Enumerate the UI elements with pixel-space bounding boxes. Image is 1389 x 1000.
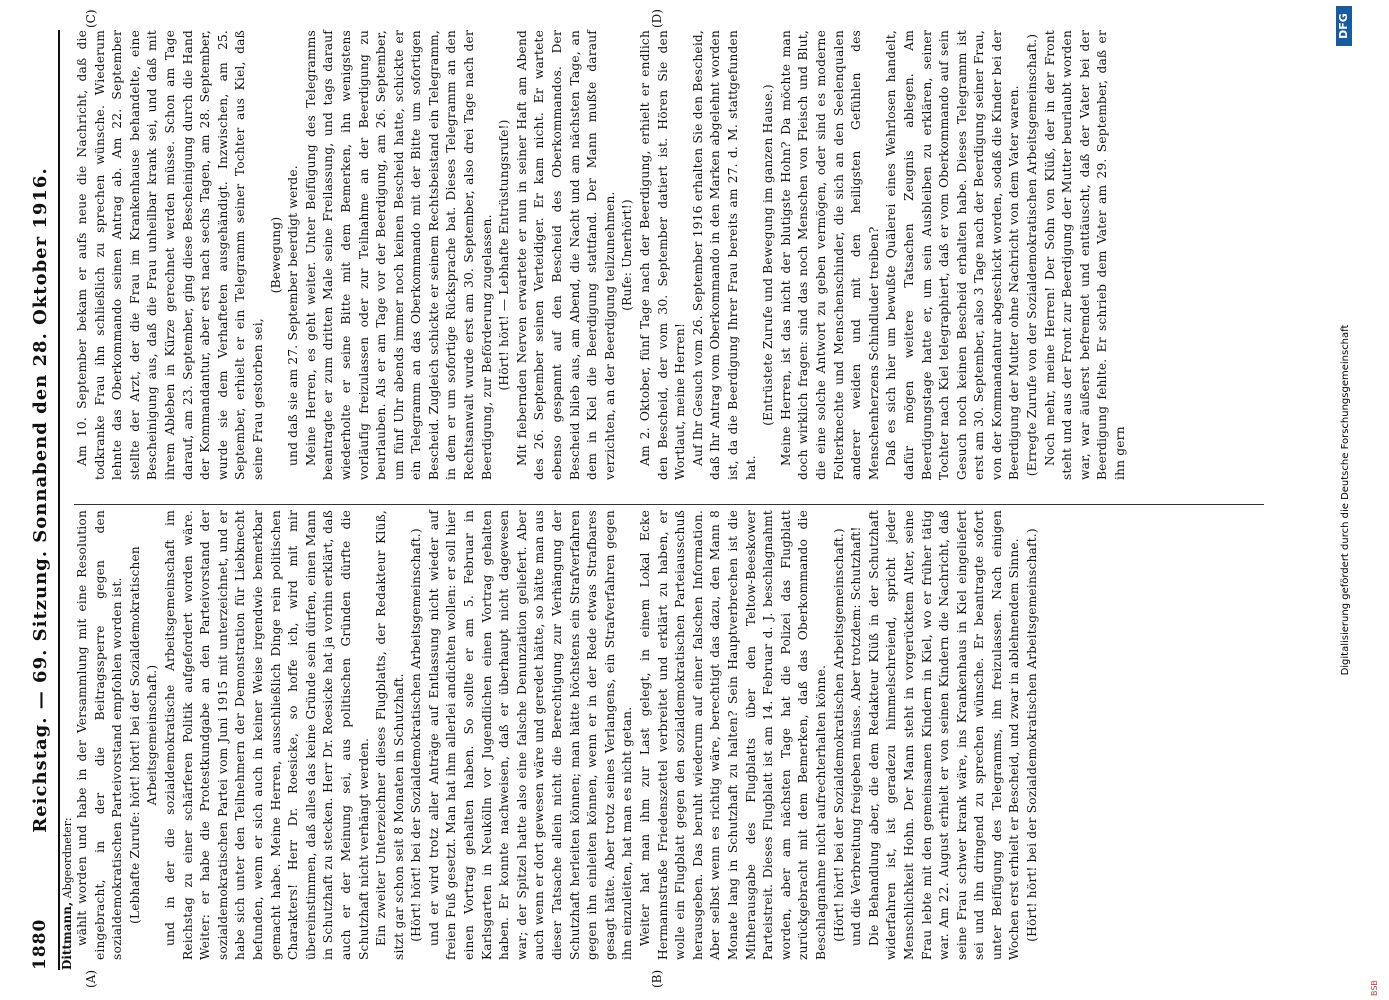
paragraph: Noch mehr, meine Herren! Der Sohn von Klüß, der in der Front steht und aus der Front zur Beerdigung der Mutter beurlaubt worden war, war äußerst befremdet und enttäuscht, daß der Vater bei der Beerdigung fehlte. Er schrieb dem Vater am 29. September, daß er ihn gern [1042,30,1128,480]
paragraph: und die Verbreitung freigeben müsse. Aber trotzdem: Schutzhaft! [849,526,864,946]
paragraph: Weiter hat man ihm zur Last gelegt, in einem Lokal Ecke Hermannstraße Friedenszettel verbreitet und erklärt zu haben, er wolle ein Flugblatt gegen den sozialdemokratischen Parteiausschuß herausgeben. Das beruht wiederum auf einer falschen Information. Aber selbst wenn es richtig wäre, berechtigt das dazu, den Mann 8 Monate lang in Schutzhaft zu halten? Sein Hauptverbrechen ist die Mitherausgabe des Flugblatts über den Teltow-Beeskower Parteistreit. Dieses Flugblatt ist am 14. Februar d. J. beschlagnahmt worden, aber am nächsten Tage hat die Polizei das Flugblatt zurückgebracht mit dem Bemerken, daß das Oberkommando die Beschlagnahme nicht aufrechterhalten könne. [638,510,828,960]
interjection: (Hört! hört! bei der Sozialdemokratischen Arbeitsgemeinschaft.) [409,528,424,942]
speaker-role: Abgeordneter: [61,817,74,899]
interjection: (Rufe: Unerhört!) [620,199,635,311]
interjection: (Bewegung) [268,216,283,294]
margin-marker-a: (A) [84,969,98,988]
speaker-name: Dittmann, [60,901,74,970]
interjection: (Hört! hört! bei der Sozialdemokratischen Arbeitsgemeinschaft.) [831,528,846,942]
interjection: (Lebhafte Zurufe: hört! hört! bei der Sozialdemokratischen Arbeitsgemeinschaft.) [127,546,160,924]
paragraph: Ein zweiter Unterzeichner dieses Flugblatts, der Redakteur Klüß, sitzt gar schon seit 8 Monaten in Schutzhaft. [374,510,406,960]
left-column [74,510,1042,960]
interjection: (Hört! hört! bei der Sozialdemokratischen Arbeitsgemeinschaft.) [1025,528,1040,942]
paragraph: Am 10. September bekam er aufs neue die Nachricht, daß die todkranke Frau ihn schließlich zu sprechen wünsche. Wiederum lehnte das Oberkommando seinen Antrag ab. Am 22. September stellte der Arzt, der die Frau im Krankenhause behandelte, eine Bescheinigung aus, daß die Frau unheilbar krank sei, und daß mit ihrem Ableben in Kürze gerechnet werden müsse. Schon am Tage darauf, am 23. September, ging diese Bescheinigung durch die Hand der Kommandantur, aber erst nach sechs Tagen, am 28. September, wurde sie dem Verhafteten ausgehändigt. Inzwischen, am 25. September, erhielt er ein Telegramm seiner Tochter aus Kiel, daß seine Frau gestorben sei, [75,30,265,480]
column-divider [74,503,1264,505]
library-mark: BSB [1370,980,1379,996]
digitization-note: Digitalisierung gefördert durch die Deutsche Forschungsgemeinschaft [1340,324,1351,676]
speaker-line [60,817,74,970]
paragraph: wählt worden und habe in der Versammlung mit eine Resolution eingebracht, in der die Beitragssperre gegen den sozialdemokratischen Parteivorstand empfohlen worden ist. [75,510,125,960]
interjection: (Erregte Zurufe von der Sozialdemokratischen Arbeitsgemeinschaft.) [1025,33,1040,477]
margin-marker-d: (D) [650,9,664,28]
paragraph: Meine Herren, es geht weiter. Unter Beifügung des Telegramms beantragte er zum dritten Male seine Freilassung, und tags darauf wiederholte er seine Bitte mit dem Bemerken, ihn wenigstens vorläufig freizulassen oder zur Teilnahme an der Beerdigung zu beurlauben. Als er am Tage vor der Beerdigung, am 26. September, um fünf Uhr abends immer noch keinen Bescheid hatte, schickte er ein Telegramm an das Oberkommando mit der Bitte um sofortigen Bescheid. Zugleich schickte er seinem Rechtsbeistand ein Telegramm, in dem er um sofortige Rücksprache bat. Dieses Telegramm an den Rechtsanwalt wurde erst am 30. September, also drei Tage nach der Beerdigung, zur Beförderung zugelassen. [303,30,494,480]
margin-marker-c: (C) [84,9,98,28]
paragraph: Die Behandlung aber, die dem Redakteur Klüß in der Schutzhaft widerfahren ist, ist geradezu himmelschreiend, spricht jeder Menschlichkeit Hohn. Der Mann steht in vorgerücktem Alter, seine Frau lebte mit den gemeinsamen Kindern in Kiel, wo er früher tätig war. Am 22. August erhielt er von seinen Kindern die Nachricht, daß seine Frau schwer krank wäre, ins Krankenhaus in Kiel eingeliefert sei und ihn dringend zu sprechen wünsche. Er beantragte sofort unter Beifügung des Telegramms, ihn freizulassen. Nach einigen Wochen erst erhielt er Bescheid, und zwar in ablehnendem Sinne. [866,510,1022,960]
paragraph: Am 2. Oktober, fünf Tage nach der Beerdigung, erhielt er endlich den Bescheid, der vom 30. September datiert ist. Hören Sie den Wortlaut, meine Herren! [638,30,688,480]
interjection: (Entrüstete Zurufe und Bewegung im ganzen Hause.) [761,84,776,426]
paragraph: Meine Herren, ist das nicht der blutigste Hohn? Da möchte man doch wirklich fragen: sind das noch Menschen von Fleisch und Blut, die eine solche Antwort zu geben vermögen, oder sind es moderne Folterknechte und Menschenschinder, die sich an den Seelenqualen anderer weiden und mit den heiligsten Gefühlen des Menschenherzens Schindluder treiben? [778,30,881,480]
page-number: 1880 [30,918,50,970]
paragraph: und er wird trotz aller Anträge auf Entlassung nicht wieder auf freien Fuß gesetzt. Man hat ihm allerlei andichten wollen: er soll hier einen Vortrag gehalten haben. So sollte er am 5. Februar in Karlsgarten in Neukölln vor Jugendlichen einen Vortrag gehalten haben. Er konnte nachweisen, daß er überhaupt nicht dagewesen war; der Spitzel hatte also eine falsche Denunziation geliefert. Aber auch wenn er dort gewesen wäre und geredet hätte, so hätte man aus dieser Tatsache allein nicht die Berechtigung zur Verhängung der Schutzhaft herleiten können; man hätte höchstens ein Strafverfahren gegen ihn einleiten können, wenn er in der Rede etwas Strafbares gesagt hätte. Aber trotz seines Verlangens, ein Strafverfahren gegen ihn einzuleiten, hat man es nicht getan. [426,510,635,960]
quoted-notice: Auf Ihr Gesuch vom 26. September 1916 erhalten Sie den Bescheid, daß Ihr Antrag vom Oberkommando in den Marken abgelehnt worden ist, da die Beerdigung Ihrer Frau bereits am 27. d. M. stattgefunden hat. [690,30,758,480]
dfg-logo: DFG [1336,6,1352,46]
paragraph: Daß es sich hier um bewußte Quälerei eines Wehrlosen handelt, dafür mögen weitere Tatsachen Zeugnis ablegen. Am Beerdigungstage hatte er, um sein Ausbleiben zu erklären, seiner Tochter nach Kiel telegraphiert, daß er vom Oberkommando auf sein Gesuch noch keinen Bescheid erhalten habe. Dieses Telegramm ist erst am 30. September, also 3 Tage nach der Beerdigung seiner Frau, von der Kommandantur abgeschickt worden, sodaß die Kinder bei der Beerdigung der Mutter ohne Nachricht von dem Vater waren. [884,30,1022,480]
interjection: (Hört! hört! — Lebhafte Entrüstungsrufe!) [497,119,512,391]
page-title: Reichstag. — 69. Sitzung. Sonnabend den 28. Oktober 1916. [30,167,51,833]
margin-marker-b: (B) [650,969,664,988]
right-column [74,30,1130,480]
page-header [18,30,58,970]
paragraph: und daß sie am 27. September beerdigt werde. [286,165,301,466]
paragraph: Mit fiebernden Nerven erwartete er nun in seiner Haft am Abend des 26. September seinen Verteidiger. Er kam nicht. Er wartete ebenso gespannt auf den Bescheid des Oberkommandos. Der Bescheid blieb aus, am Abend, die Nacht und am nächsten Tage, an dem in Kiel die Beerdigung stattfand. Der Mann mußte darauf verzichten, an der Beerdigung teilzunehmen. [514,30,617,480]
paragraph: und in der die sozialdemokratische Arbeitsgemeinschaft im Reichstag zu einer schärferen Politik aufgefordert worden wäre. Weiter: er habe die Protestkundgabe an den Parteivorstand der sozialdemokratischen Partei vom Juni 1915 mit unterzeichnet, und er habe sich unter den Teilnehmern der Demonstration für Liebknecht befunden, wenn er sich auch in keiner Weise irgendwie bemerkbar gemacht habe. Meine Herren, ausschließlich Dinge rein politischen Charakters! Herr Dr. Roesicke, so hoffe ich, wird mit mir übereinstimmen, daß alles das keine Gründe sein dürfen, einen Mann in Schutzhaft zu stecken. Herr Dr. Roesicke hat ja vorhin erklärt, daß auch er der Meinung sei, aus politischen Gründen dürfte die Schutzhaft nicht verhängt werden. [162,510,371,960]
